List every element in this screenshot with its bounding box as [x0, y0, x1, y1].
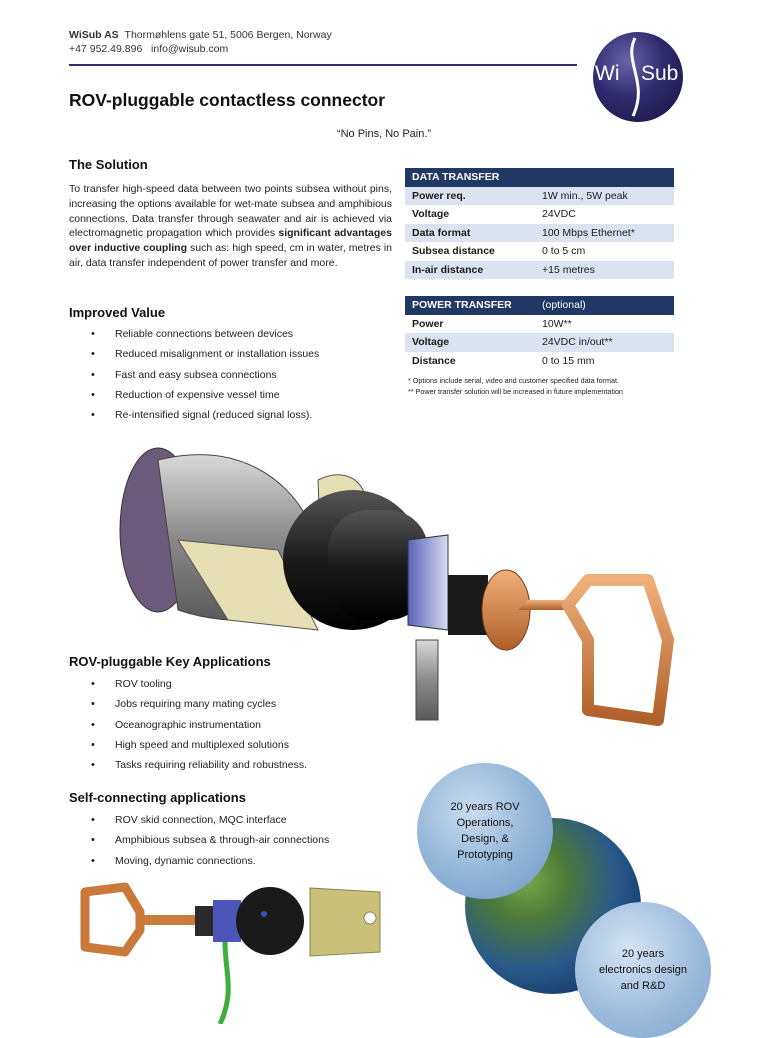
list-item: • ROV skid connection, MQC interface	[69, 813, 409, 833]
coupling-small	[195, 906, 213, 936]
self-connecting-heading: Self-connecting applications	[69, 790, 246, 805]
table-row	[405, 261, 674, 280]
list-item: • Amphibious subsea & through-air connections	[69, 833, 409, 853]
self-connecting-list	[69, 813, 409, 874]
cable-gland	[416, 640, 438, 720]
bubble-line: Prototyping	[457, 849, 513, 861]
solution-heading: The Solution	[69, 157, 148, 172]
key-applications-list	[69, 677, 409, 778]
bubble-line: 20 years ROV	[450, 801, 520, 813]
list-item: • Oceanographic instrumentation	[69, 718, 409, 738]
list-item: • ROV tooling	[69, 677, 409, 697]
spec-value: 100 Mbps Ethernet*	[535, 224, 674, 243]
logo-text-sub: Sub	[641, 62, 679, 85]
spec-key: Power req.	[405, 187, 535, 206]
company-address: Thormøhlens gate 51, 5006 Bergen, Norway	[124, 29, 332, 41]
spec-key: Data format	[405, 224, 535, 243]
power-transfer-table	[405, 296, 674, 370]
list-item: • Jobs requiring many mating cycles	[69, 697, 409, 717]
bubble-line: Operations,	[456, 817, 514, 829]
handle-loop	[568, 580, 668, 720]
data-transfer-table	[405, 168, 674, 279]
electronics-experience-bubble	[575, 902, 711, 1038]
key-applications-heading: ROV-pluggable Key Applications	[69, 654, 271, 669]
rov-experience-bubble	[417, 763, 553, 899]
bubble-line: electronics design	[598, 964, 688, 976]
table-row	[405, 224, 674, 243]
list-item: • Moving, dynamic connections.	[69, 854, 409, 874]
spec-value: 10W**	[542, 317, 572, 330]
list-item: • Reduced misalignment or installation issues	[69, 347, 399, 367]
list-item: • High speed and multiplexed solutions	[69, 738, 409, 758]
table-row	[405, 205, 674, 224]
spec-key: Subsea distance	[412, 245, 495, 257]
handle-loop-small	[85, 887, 140, 952]
data-transfer-header: DATA TRANSFER	[405, 168, 674, 187]
power-transfer-header: POWER TRANSFER	[405, 296, 535, 315]
spec-key: Distance	[412, 354, 456, 367]
table-header-row	[405, 296, 674, 315]
table-row	[405, 242, 674, 261]
list-item: • Reliable connections between devices	[69, 327, 399, 347]
company-phone: +47 952.49.896	[69, 43, 143, 55]
spec-value: 1W min., 5W peak	[535, 187, 674, 206]
indicator-dot	[261, 911, 267, 917]
spec-key: Power	[412, 317, 444, 330]
spec-value: 24VDC in/out**	[535, 333, 674, 352]
spec-value: 0 to 5 cm	[542, 245, 586, 257]
company-email[interactable]: info@wisub.com	[151, 43, 229, 55]
receptacle-hole	[364, 912, 376, 924]
plug-sleeve	[408, 535, 448, 630]
wisub-logo	[593, 32, 683, 122]
footnote-1: * Options include serial, video and customer specified data format.	[408, 376, 619, 385]
list-item: • Reduction of expensive vessel time	[69, 388, 399, 408]
list-item: • Tasks requiring reliability and robustness.	[69, 758, 409, 778]
tagline: “No Pins, No Pain.”	[336, 128, 432, 140]
company-contact-line	[69, 42, 228, 56]
spec-value: +15 metres	[535, 261, 674, 280]
solution-text-part2: such as: high speed, cm in water, metres in air, data transfer independent of power transfer and more.	[69, 242, 392, 269]
table-row	[405, 315, 674, 334]
logo-text-wi: Wi	[595, 62, 620, 85]
improved-value-list	[69, 327, 399, 428]
bubble-line: and R&D	[620, 980, 666, 992]
table-row	[405, 333, 674, 352]
table-row	[405, 352, 674, 371]
bubble-line: Design, &	[461, 833, 509, 845]
handle-shaft-small	[140, 915, 195, 925]
bubble-line: 20 years	[621, 948, 665, 960]
improved-value-heading: Improved Value	[69, 305, 166, 320]
list-item: • Re-intensified signal (reduced signal loss).	[69, 408, 399, 428]
solution-paragraph	[69, 182, 392, 271]
power-transfer-optional: (optional)	[535, 296, 674, 315]
spec-key: Voltage	[405, 333, 535, 352]
plug-body-small	[236, 887, 304, 955]
solution-text-part1: To transfer high-speed data between two points subsea without pins, increasing the options available for wet-mate subsea and amphibious connections. Data transfer through seawater and air is achieved via electromagnetic propagation which provides	[69, 183, 392, 240]
list-item: • Fast and easy subsea connections	[69, 368, 399, 388]
document-title: ROV-pluggable contactless connector	[69, 90, 386, 110]
connector-assembled-illustration	[80, 882, 390, 1024]
spec-value: 0 to 15 mm	[542, 354, 595, 367]
spec-value: 24VDC	[542, 208, 576, 220]
green-cable	[220, 942, 228, 1024]
logo-swoosh-icon	[593, 32, 683, 122]
spec-key: In-air distance	[405, 261, 535, 280]
solution-text-bold: significant advantages over inductive coupling	[69, 227, 392, 255]
table-row	[405, 187, 674, 206]
footnote-2: ** Power transfer solution will be increased in future implementation	[408, 387, 623, 396]
company-address-line	[69, 28, 332, 42]
spec-key: Voltage	[412, 208, 450, 220]
company-name: WiSub AS	[69, 29, 119, 41]
table-header-row	[405, 168, 674, 187]
header-rule	[69, 64, 577, 66]
